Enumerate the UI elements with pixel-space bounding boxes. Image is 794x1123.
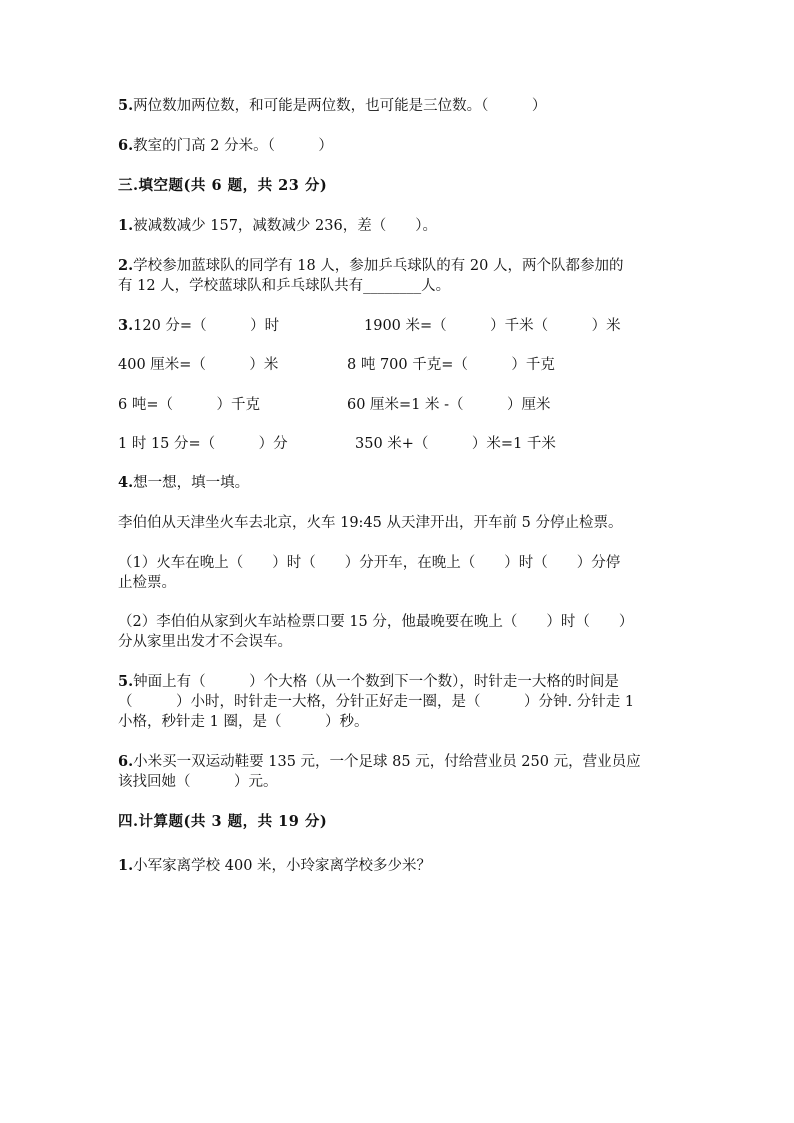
question-text: 小米买一双运动鞋要 135 元，一个足球 85 元，付给营业员 250 元，营业员应	[133, 754, 641, 770]
question-number: 1.	[118, 217, 134, 234]
question-3-3-row4-right: 350 米+（ ）米=1 千米	[355, 436, 556, 452]
question-number: 1.	[118, 857, 134, 874]
question-4-1	[118, 856, 431, 876]
question-3-4-sub1-line1: （1）火车在晚上（ ）时（ ）分开车，在晚上（ ）时（ ）分停	[118, 555, 621, 571]
question-3-3-row1-left	[118, 316, 279, 336]
question-3-3-row2-left: 400 厘米=（ ）米	[118, 357, 279, 373]
question-3-5-line3: 小格，秒针走 1 圈，是（ ）秒。	[118, 714, 369, 730]
question-3-5-line1	[118, 672, 619, 692]
question-number: 2.	[118, 257, 134, 274]
question-3-5-line2: （ ）小时，时针走一大格，分针正好走一圈，是（ ）分钟. 分针走 1	[118, 694, 635, 710]
conversion-item: 120 分=（ ）时	[133, 318, 280, 334]
question-text: 想一想，填一填。	[133, 475, 250, 491]
question-3-4-stem: 李伯伯从天津坐火车去北京，火车 19:45 从天津开出，开车前 5 分停止检票。	[118, 515, 623, 531]
question-3-4-sub2-line1: （2）李伯伯从家到火车站检票口要 15 分，他最晚要在晚上（ ）时（ ）	[118, 614, 634, 630]
question-text: 被减数减少 157，减数减少 236，差（ ）。	[133, 218, 437, 234]
question-3-1	[118, 216, 437, 236]
question-3-3-row2-right: 8 吨 700 千克=（ ）千克	[347, 357, 555, 373]
question-2-6	[118, 136, 333, 156]
question-number: 4.	[118, 474, 134, 491]
question-number: 3.	[118, 317, 134, 334]
question-3-6-line2: 该找回她（ ）元。	[118, 774, 278, 790]
question-number: 6.	[118, 137, 134, 154]
question-text: 教室的门高 2 分米。（ ）	[133, 138, 333, 154]
question-number: 5.	[118, 97, 134, 114]
question-3-4-sub1-line2: 止检票。	[118, 575, 176, 591]
question-text: 钟面上有（ ）个大格（从一个数到下一个数），时针走一大格的时间是	[133, 674, 619, 690]
question-text: 小军家离学校 400 米，小玲家离学校多少米？	[133, 858, 432, 874]
question-2-5	[118, 96, 546, 116]
question-3-3-row4-left: 1 时 15 分=（ ）分	[118, 436, 288, 452]
question-3-3-row3-right: 60 厘米=1 米 -（ ）厘米	[347, 397, 551, 413]
question-text: 两位数加两位数，和可能是两位数，也可能是三位数。（ ）	[133, 98, 547, 114]
question-3-3-row1-right: 1900 米=（ ）千米（ ）米	[364, 318, 621, 334]
question-3-2-line1	[118, 256, 623, 276]
question-text: 学校参加蓝球队的同学有 18 人，参加乒乓球队的有 20 人，两个队都参加的	[133, 258, 624, 274]
question-3-6-line1	[118, 752, 641, 772]
section-4-heading: 四.计算题(共 3 题，共 19 分)	[118, 813, 328, 830]
section-3-heading: 三.填空题(共 6 题，共 23 分)	[118, 177, 328, 194]
question-3-4	[118, 473, 249, 493]
question-3-4-sub2-line2: 分从家里出发才不会误车。	[118, 634, 292, 650]
question-number: 6.	[118, 753, 134, 770]
question-3-2-line2: 有 12 人，学校蓝球队和乒乓球队共有________人。	[118, 278, 451, 294]
question-number: 5.	[118, 673, 134, 690]
question-3-3-row3-left: 6 吨=（ ）千克	[118, 397, 260, 413]
